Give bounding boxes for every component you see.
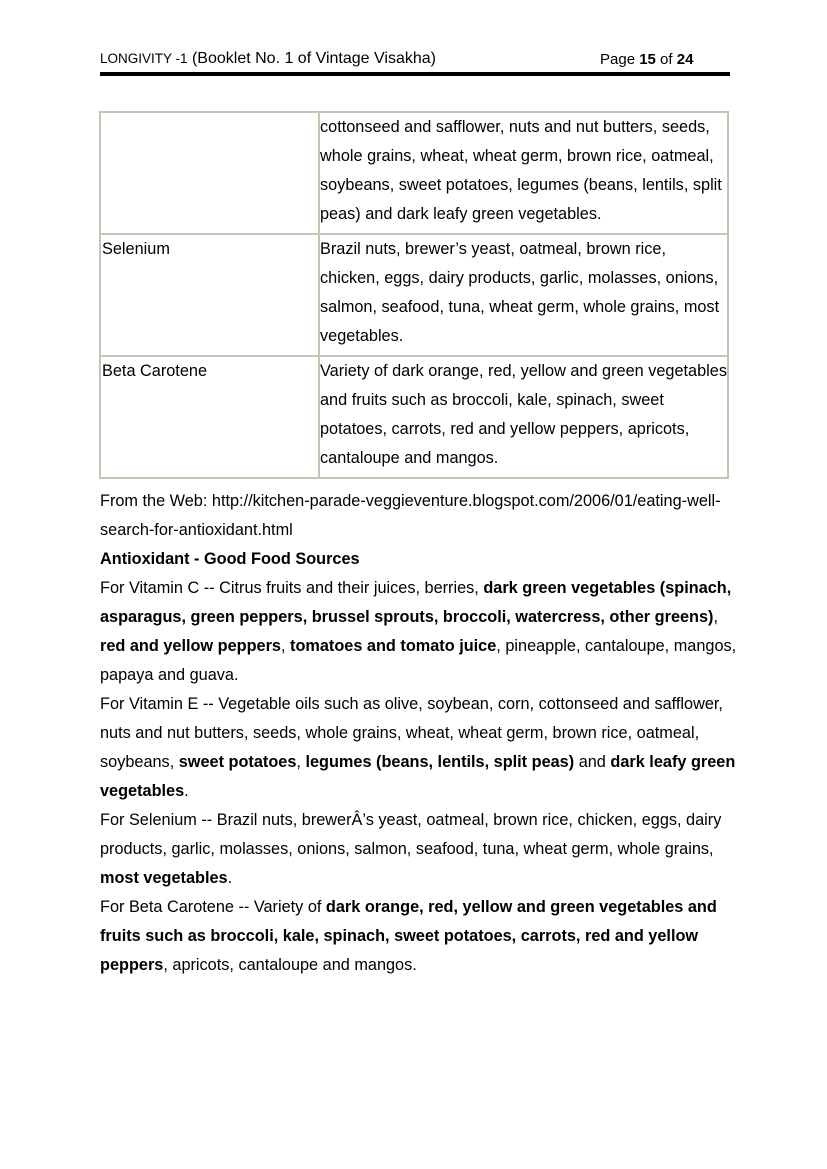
page-header	[100, 48, 730, 76]
page-current: 15	[639, 51, 656, 68]
table-row	[100, 234, 728, 356]
section-heading: Antioxidant - Good Food Sources	[100, 550, 360, 568]
nutrient-cell: Selenium	[100, 234, 319, 356]
page-label: Page	[600, 51, 640, 68]
nutrient-cell	[100, 112, 319, 234]
booklet-title	[100, 50, 436, 68]
sources-cell: cottonseed and safflower, nuts and nut butters, seeds, whole grains, wheat, wheat germ, brown rice, oatmeal, soybeans, sweet potatoes, legumes (beans, lentils, split peas) and dark leafy green vegetables.	[319, 112, 728, 234]
sources-cell: Brazil nuts, brewer’s yeast, oatmeal, brown rice, chicken, eggs, dairy products, garlic, molasses, onions, salmon, seafood, tuna, wheat germ, whole grains, most vegetables.	[319, 234, 728, 356]
table-row	[100, 356, 728, 478]
antioxidant-table	[99, 111, 729, 479]
title-prefix: LONGIVITY -1	[100, 51, 188, 66]
nutrient-cell: Beta Carotene	[100, 356, 319, 478]
source-link-line: From the Web: http://kitchen-parade-veggieventure.blogspot.com/2006/01/eating-well-search-for-antioxidant.html	[100, 492, 721, 539]
vitamin-e-paragraph: For Vitamin E -- Vegetable oils such as olive, soybean, corn, cottonseed and safflower, nuts and nut butters, seeds, whole grains, wheat, wheat germ, brown rice, oatmeal, soybeans, sweet potatoes, legumes (beans, lentils, split peas) and dark leafy green vegetables.	[100, 695, 736, 800]
title-main: (Booklet No. 1 of Vintage Visakha)	[187, 50, 436, 67]
page-of: of	[655, 51, 677, 68]
page-number	[600, 51, 693, 68]
vitamin-c-paragraph: For Vitamin C -- Citrus fruits and their juices, berries, dark green vegetables (spinach, asparagus, green peppers, brussel sprouts, broccoli, watercress, other greens), red and yellow peppers, tomatoes and tomato juice, pineapple, cantaloupe, mangos, papaya and guava.	[100, 579, 737, 684]
selenium-paragraph: For Selenium -- Brazil nuts, brewerÂ’s yeast, oatmeal, brown rice, chicken, eggs, dairy products, garlic, molasses, onions, salmon, seafood, tuna, wheat germ, whole grains, most vegetables.	[100, 811, 722, 887]
beta-carotene-paragraph: For Beta Carotene -- Variety of dark orange, red, yellow and green vegetables and fruits such as broccoli, kale, spinach, sweet potatoes, carrots, red and yellow peppers, apricots, cantaloupe and mangos.	[100, 898, 717, 974]
table-row	[100, 112, 728, 234]
article-body	[100, 487, 740, 980]
page-total: 24	[676, 51, 694, 68]
sources-cell: Variety of dark orange, red, yellow and green vegetables and fruits such as broccoli, kale, spinach, sweet potatoes, carrots, red and yellow peppers, apricots, cantaloupe and mangos.	[319, 356, 728, 478]
